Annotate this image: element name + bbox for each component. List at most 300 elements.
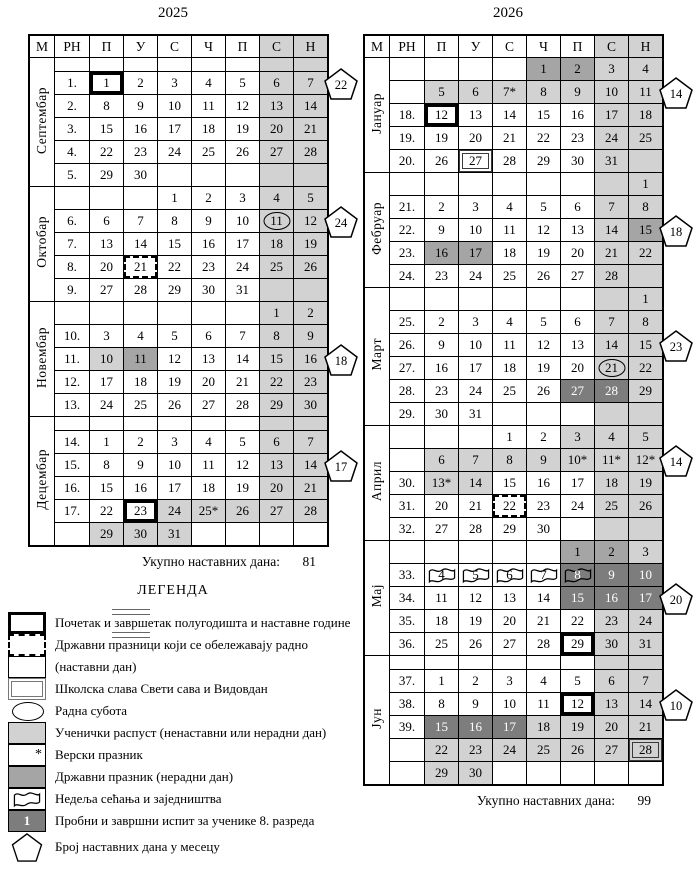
day-column-header: С xyxy=(158,35,192,58)
day-cell xyxy=(595,762,629,786)
day-cell: 10 xyxy=(629,564,664,587)
day-cell xyxy=(527,541,561,564)
legend-item xyxy=(8,678,350,700)
day-cell: 26 xyxy=(527,265,561,288)
day-cell: 30 xyxy=(294,394,329,417)
day-cell: 20 xyxy=(561,242,595,265)
day-cell xyxy=(192,523,226,547)
day-cell: 28 xyxy=(595,380,629,403)
day-cell: 18 xyxy=(425,610,459,633)
day-cell: 7* xyxy=(493,81,527,104)
day-cell: 17 xyxy=(90,371,124,394)
week-number-cell xyxy=(55,523,90,547)
week-number-cell xyxy=(390,81,425,104)
day-cell: 31 xyxy=(595,150,629,173)
week-number-cell xyxy=(390,426,425,449)
day-cell: 11 xyxy=(493,334,527,357)
light-gray-box-icon xyxy=(8,722,46,744)
legend-item-label: Радна субота xyxy=(55,703,128,718)
total-label: Укупно наставних дана: xyxy=(476,793,615,808)
week-number-cell: 22. xyxy=(390,219,425,242)
day-column-header: П xyxy=(226,35,260,58)
day-cell xyxy=(629,265,664,288)
day-cell: 12 xyxy=(561,693,595,716)
week-number-cell: 14. xyxy=(55,431,90,454)
legend-item xyxy=(8,744,350,766)
day-cell: 17 xyxy=(493,716,527,739)
day-cell: 29 xyxy=(425,762,459,786)
day-cell: 14 xyxy=(527,587,561,610)
month-label: Јануар xyxy=(364,58,390,173)
day-cell: 29 xyxy=(527,150,561,173)
day-cell: 6 xyxy=(459,81,493,104)
day-cell xyxy=(124,302,158,325)
day-cell: 24 xyxy=(561,495,595,518)
day-cell: 17 xyxy=(158,118,192,141)
day-cell xyxy=(260,417,294,431)
day-cell: 21 xyxy=(226,371,260,394)
day-cell xyxy=(226,523,260,547)
day-cell: 16 xyxy=(425,242,459,265)
day-cell: 11 xyxy=(260,210,294,233)
day-cell: 14 xyxy=(459,472,493,495)
day-cell: 23 xyxy=(527,495,561,518)
day-cell: 20 xyxy=(192,371,226,394)
total-value-left: 81 xyxy=(302,554,316,569)
month-label: Фебруар xyxy=(364,173,390,288)
day-cell: 2 xyxy=(192,187,226,210)
day-cell: 22 xyxy=(629,357,664,380)
week-number-cell: 29. xyxy=(390,403,425,426)
week-number-cell: 2. xyxy=(55,95,90,118)
day-cell: 19 xyxy=(226,118,260,141)
day-cell: 16 xyxy=(561,104,595,127)
total-teaching-days-right xyxy=(363,793,653,809)
day-cell: 29 xyxy=(158,279,192,302)
day-cell: 1 xyxy=(90,72,124,95)
day-cell xyxy=(260,164,294,187)
day-cell: 21 xyxy=(527,610,561,633)
day-cell: 24 xyxy=(595,127,629,150)
day-cell: 11 xyxy=(425,587,459,610)
day-cell xyxy=(527,288,561,311)
day-cell: 9 xyxy=(425,219,459,242)
week-number-cell xyxy=(390,656,425,670)
day-cell: 15 xyxy=(629,219,664,242)
day-cell: 30 xyxy=(192,279,226,302)
teaching-days-badge: 10 xyxy=(659,689,693,720)
day-cell: 27 xyxy=(90,279,124,302)
total-label: Укупно наставних дана: xyxy=(141,554,280,569)
week-number-cell: 32. xyxy=(390,518,425,541)
day-cell: 3 xyxy=(90,325,124,348)
day-cell xyxy=(260,58,294,72)
day-cell: 2 xyxy=(527,426,561,449)
week-number-cell xyxy=(390,288,425,311)
legend-item-label: Ученички распуст (ненаставни или нерадни дан) xyxy=(55,725,327,740)
day-column-header: Н xyxy=(629,35,664,58)
week-number-cell: 37. xyxy=(390,670,425,693)
day-cell: 18 xyxy=(595,472,629,495)
week-number-cell: 13. xyxy=(55,394,90,417)
day-cell: 5 xyxy=(158,325,192,348)
day-cell: 21 xyxy=(595,242,629,265)
day-cell: 8 xyxy=(425,693,459,716)
exam-box-icon: 1 xyxy=(8,810,46,832)
week-number-cell: 4. xyxy=(55,141,90,164)
day-cell: 3 xyxy=(226,187,260,210)
day-cell: 18 xyxy=(192,477,226,500)
day-cell: 15 xyxy=(527,104,561,127)
day-cell xyxy=(158,58,192,72)
month-label: Септембар xyxy=(29,58,55,187)
day-cell: 6 xyxy=(260,72,294,95)
day-cell xyxy=(425,656,459,670)
day-cell xyxy=(493,541,527,564)
day-cell: 22 xyxy=(493,495,527,518)
day-cell: 21 xyxy=(294,118,329,141)
day-cell: 4 xyxy=(192,72,226,95)
day-cell xyxy=(294,279,329,302)
calendar-grid xyxy=(28,34,329,547)
day-cell: 14 xyxy=(595,219,629,242)
day-cell: 23 xyxy=(124,141,158,164)
day-cell: 25 xyxy=(629,127,664,150)
day-cell: 23 xyxy=(294,371,329,394)
day-cell: 28 xyxy=(459,518,493,541)
day-cell: 20 xyxy=(90,256,124,279)
day-cell xyxy=(425,426,459,449)
day-cell xyxy=(260,279,294,302)
day-cell: 15 xyxy=(493,472,527,495)
day-cell: 9 xyxy=(294,325,329,348)
month-label: Април xyxy=(364,426,390,541)
day-cell xyxy=(493,403,527,426)
day-cell: 8 xyxy=(90,454,124,477)
day-cell: 9 xyxy=(124,95,158,118)
day-cell: 30 xyxy=(595,633,629,656)
day-cell: 26 xyxy=(527,380,561,403)
day-cell: 23 xyxy=(192,256,226,279)
legend-item xyxy=(8,810,350,832)
legend-item-label: Верски празник xyxy=(55,747,143,762)
day-cell: 12 xyxy=(226,454,260,477)
day-cell: 1 xyxy=(90,431,124,454)
day-cell: 4 xyxy=(527,670,561,693)
day-cell: 16 xyxy=(192,233,226,256)
week-number-cell: 15. xyxy=(55,454,90,477)
day-cell: 9 xyxy=(124,454,158,477)
teaching-days-badge: 17 xyxy=(324,450,358,481)
day-cell: 17 xyxy=(561,472,595,495)
day-cell: 10 xyxy=(90,348,124,371)
day-cell: 27 xyxy=(561,265,595,288)
day-cell: 16 xyxy=(459,716,493,739)
day-cell: 12 xyxy=(158,348,192,371)
double-line-decoration xyxy=(112,609,150,615)
day-cell: 3 xyxy=(629,541,664,564)
day-cell: 26 xyxy=(226,500,260,523)
day-cell: 16 xyxy=(124,477,158,500)
day-cell: 19 xyxy=(158,371,192,394)
teaching-days-badge: 20 xyxy=(659,583,693,614)
day-cell: 10 xyxy=(595,81,629,104)
day-cell: 24 xyxy=(90,394,124,417)
day-cell: 1 xyxy=(629,288,664,311)
day-cell: 25 xyxy=(527,739,561,762)
legend-item xyxy=(8,634,350,656)
day-cell: 5 xyxy=(629,426,664,449)
calendar-table-2026 xyxy=(363,34,683,786)
day-cell: 10 xyxy=(459,334,493,357)
week-number-cell: 27. xyxy=(390,357,425,380)
day-cell: 4 xyxy=(260,187,294,210)
day-cell: 25 xyxy=(493,380,527,403)
day-cell: 17 xyxy=(158,477,192,500)
day-cell: 1 xyxy=(561,541,595,564)
month-label: Децембар xyxy=(29,417,55,547)
week-number-cell: 10. xyxy=(55,325,90,348)
day-cell xyxy=(561,173,595,196)
day-cell: 4 xyxy=(595,426,629,449)
day-column-header: С xyxy=(493,35,527,58)
teaching-days-badge: 18 xyxy=(659,215,693,246)
day-cell xyxy=(90,58,124,72)
day-cell: 5 xyxy=(226,431,260,454)
legend-item xyxy=(8,656,350,678)
dashed-border-box-icon xyxy=(8,634,46,656)
week-number-cell xyxy=(390,762,425,786)
day-cell: 19 xyxy=(226,477,260,500)
day-cell xyxy=(595,173,629,196)
day-cell: 5 xyxy=(294,187,329,210)
medium-gray-box-icon xyxy=(8,766,46,788)
total-value-right: 99 xyxy=(637,793,651,808)
day-cell: 7 xyxy=(629,670,664,693)
day-cell: 13 xyxy=(90,233,124,256)
day-cell xyxy=(294,58,329,72)
day-cell: 19 xyxy=(459,610,493,633)
day-cell: 1 xyxy=(260,302,294,325)
day-cell: 11 xyxy=(192,95,226,118)
teaching-days-badge: 14 xyxy=(659,445,693,476)
day-cell: 22 xyxy=(561,610,595,633)
day-column-header: У xyxy=(124,35,158,58)
day-cell: 19 xyxy=(425,127,459,150)
week-number-cell: 17. xyxy=(55,500,90,523)
day-cell: 25 xyxy=(192,141,226,164)
day-cell xyxy=(124,187,158,210)
legend-item xyxy=(8,832,350,862)
day-column-header: С xyxy=(595,35,629,58)
day-cell: 5 xyxy=(527,196,561,219)
day-cell: 22 xyxy=(90,500,124,523)
day-cell: 31 xyxy=(226,279,260,302)
day-cell xyxy=(425,58,459,81)
day-cell: 7 xyxy=(595,311,629,334)
week-number-cell: 19. xyxy=(390,127,425,150)
year-title-right: 2026 xyxy=(493,5,523,21)
day-cell xyxy=(459,58,493,81)
week-number-cell: 30. xyxy=(390,472,425,495)
day-cell: 1 xyxy=(527,58,561,81)
day-cell: 14 xyxy=(493,104,527,127)
day-cell xyxy=(192,164,226,187)
month-label: Март xyxy=(364,288,390,426)
day-cell: 9 xyxy=(561,81,595,104)
week-number-cell: 12. xyxy=(55,371,90,394)
day-cell xyxy=(226,417,260,431)
legend-item xyxy=(8,612,350,634)
day-cell: 27 xyxy=(561,380,595,403)
day-cell: 19 xyxy=(561,716,595,739)
day-cell: 16 xyxy=(124,118,158,141)
day-cell: 13 xyxy=(459,104,493,127)
day-cell xyxy=(226,58,260,72)
day-cell: 11 xyxy=(493,219,527,242)
month-label: Октобар xyxy=(29,187,55,302)
day-cell: 12 xyxy=(527,334,561,357)
day-cell: 4 xyxy=(493,196,527,219)
month-label: Новембар xyxy=(29,302,55,417)
teaching-days-badge: 24 xyxy=(324,206,358,237)
day-cell: 27 xyxy=(595,739,629,762)
legend xyxy=(8,612,350,862)
day-cell: 27 xyxy=(459,150,493,173)
year-title-left: 2025 xyxy=(158,5,188,21)
day-cell: 14 xyxy=(124,233,158,256)
day-column-header: С xyxy=(260,35,294,58)
plain-box-icon xyxy=(8,656,46,678)
day-cell xyxy=(294,417,329,431)
day-cell: 29 xyxy=(90,523,124,547)
day-cell: 6 xyxy=(595,670,629,693)
day-cell: 12* xyxy=(629,449,664,472)
legend-item-label: (наставни дан) xyxy=(55,659,137,674)
day-cell: 13 xyxy=(493,587,527,610)
day-cell xyxy=(493,656,527,670)
day-cell xyxy=(226,164,260,187)
day-cell xyxy=(527,403,561,426)
day-cell: 6 xyxy=(561,196,595,219)
flag-box-icon xyxy=(8,788,46,810)
day-cell xyxy=(459,288,493,311)
week-number-cell: 1. xyxy=(55,72,90,95)
day-cell: 28 xyxy=(226,394,260,417)
day-cell: 20 xyxy=(561,357,595,380)
day-cell xyxy=(561,403,595,426)
day-cell: 17 xyxy=(459,357,493,380)
day-cell: 11* xyxy=(595,449,629,472)
day-cell xyxy=(226,302,260,325)
day-cell: 16 xyxy=(294,348,329,371)
week-number-cell: 9. xyxy=(55,279,90,302)
day-cell: 5 xyxy=(561,670,595,693)
day-cell xyxy=(260,523,294,547)
day-cell: 2 xyxy=(425,196,459,219)
day-cell: 12 xyxy=(294,210,329,233)
day-cell: 17 xyxy=(595,104,629,127)
day-cell xyxy=(90,302,124,325)
day-cell: 15 xyxy=(561,587,595,610)
day-cell: 5 xyxy=(459,564,493,587)
teaching-days-badge: 14 xyxy=(659,77,693,108)
day-cell: 18 xyxy=(493,357,527,380)
week-number-cell: 16. xyxy=(55,477,90,500)
week-number-cell xyxy=(390,739,425,762)
teaching-days-badge: 23 xyxy=(659,330,693,361)
day-cell: 17 xyxy=(629,587,664,610)
legend-title: ЛЕГЕНДА xyxy=(137,583,209,598)
day-cell: 6 xyxy=(493,564,527,587)
day-cell: 9 xyxy=(192,210,226,233)
day-cell: 8 xyxy=(90,95,124,118)
day-cell: 7 xyxy=(294,431,329,454)
day-cell: 26 xyxy=(425,150,459,173)
day-cell xyxy=(425,288,459,311)
legend-item-label: Недеља сећања и заједништва xyxy=(55,791,222,806)
day-cell: 9 xyxy=(459,693,493,716)
day-cell: 28 xyxy=(294,500,329,523)
day-cell: 24 xyxy=(493,739,527,762)
day-cell: 11 xyxy=(629,81,664,104)
day-cell: 30 xyxy=(124,164,158,187)
day-cell xyxy=(158,302,192,325)
day-cell: 22 xyxy=(90,141,124,164)
day-cell: 26 xyxy=(629,495,664,518)
week-number-cell: 33. xyxy=(390,564,425,587)
day-cell xyxy=(595,656,629,670)
day-cell: 24 xyxy=(158,500,192,523)
week-number-cell: 26. xyxy=(390,334,425,357)
legend-item-label: Државни празници који се обележавају радно xyxy=(55,637,308,652)
day-cell: 4 xyxy=(192,431,226,454)
month-label: Мај xyxy=(364,541,390,656)
day-cell xyxy=(158,417,192,431)
day-cell: 31 xyxy=(459,403,493,426)
day-cell: 25 xyxy=(595,495,629,518)
week-number-cell: 11. xyxy=(55,348,90,371)
day-cell: 23 xyxy=(124,500,158,523)
day-cell: 10* xyxy=(561,449,595,472)
day-cell: 11 xyxy=(192,454,226,477)
day-cell: 31 xyxy=(629,633,664,656)
ellipse-icon xyxy=(8,700,46,722)
day-cell: 12 xyxy=(425,104,459,127)
week-number-cell: 24. xyxy=(390,265,425,288)
thick-border-box-icon xyxy=(8,612,46,634)
day-cell: 12 xyxy=(226,95,260,118)
day-cell: 25* xyxy=(192,500,226,523)
day-cell: 30 xyxy=(459,762,493,786)
day-cell: 29 xyxy=(90,164,124,187)
day-cell: 13 xyxy=(260,95,294,118)
day-cell: 23 xyxy=(595,610,629,633)
day-cell xyxy=(595,518,629,541)
day-cell: 3 xyxy=(561,426,595,449)
month-column-header: М xyxy=(29,35,55,58)
day-cell: 18 xyxy=(527,716,561,739)
day-cell: 18 xyxy=(260,233,294,256)
week-number-cell xyxy=(390,173,425,196)
day-cell: 14 xyxy=(226,348,260,371)
day-cell: 28 xyxy=(629,739,664,762)
day-cell: 20 xyxy=(260,477,294,500)
day-cell: 29 xyxy=(493,518,527,541)
day-cell: 11 xyxy=(527,693,561,716)
day-cell: 10 xyxy=(158,95,192,118)
day-cell: 22 xyxy=(260,371,294,394)
